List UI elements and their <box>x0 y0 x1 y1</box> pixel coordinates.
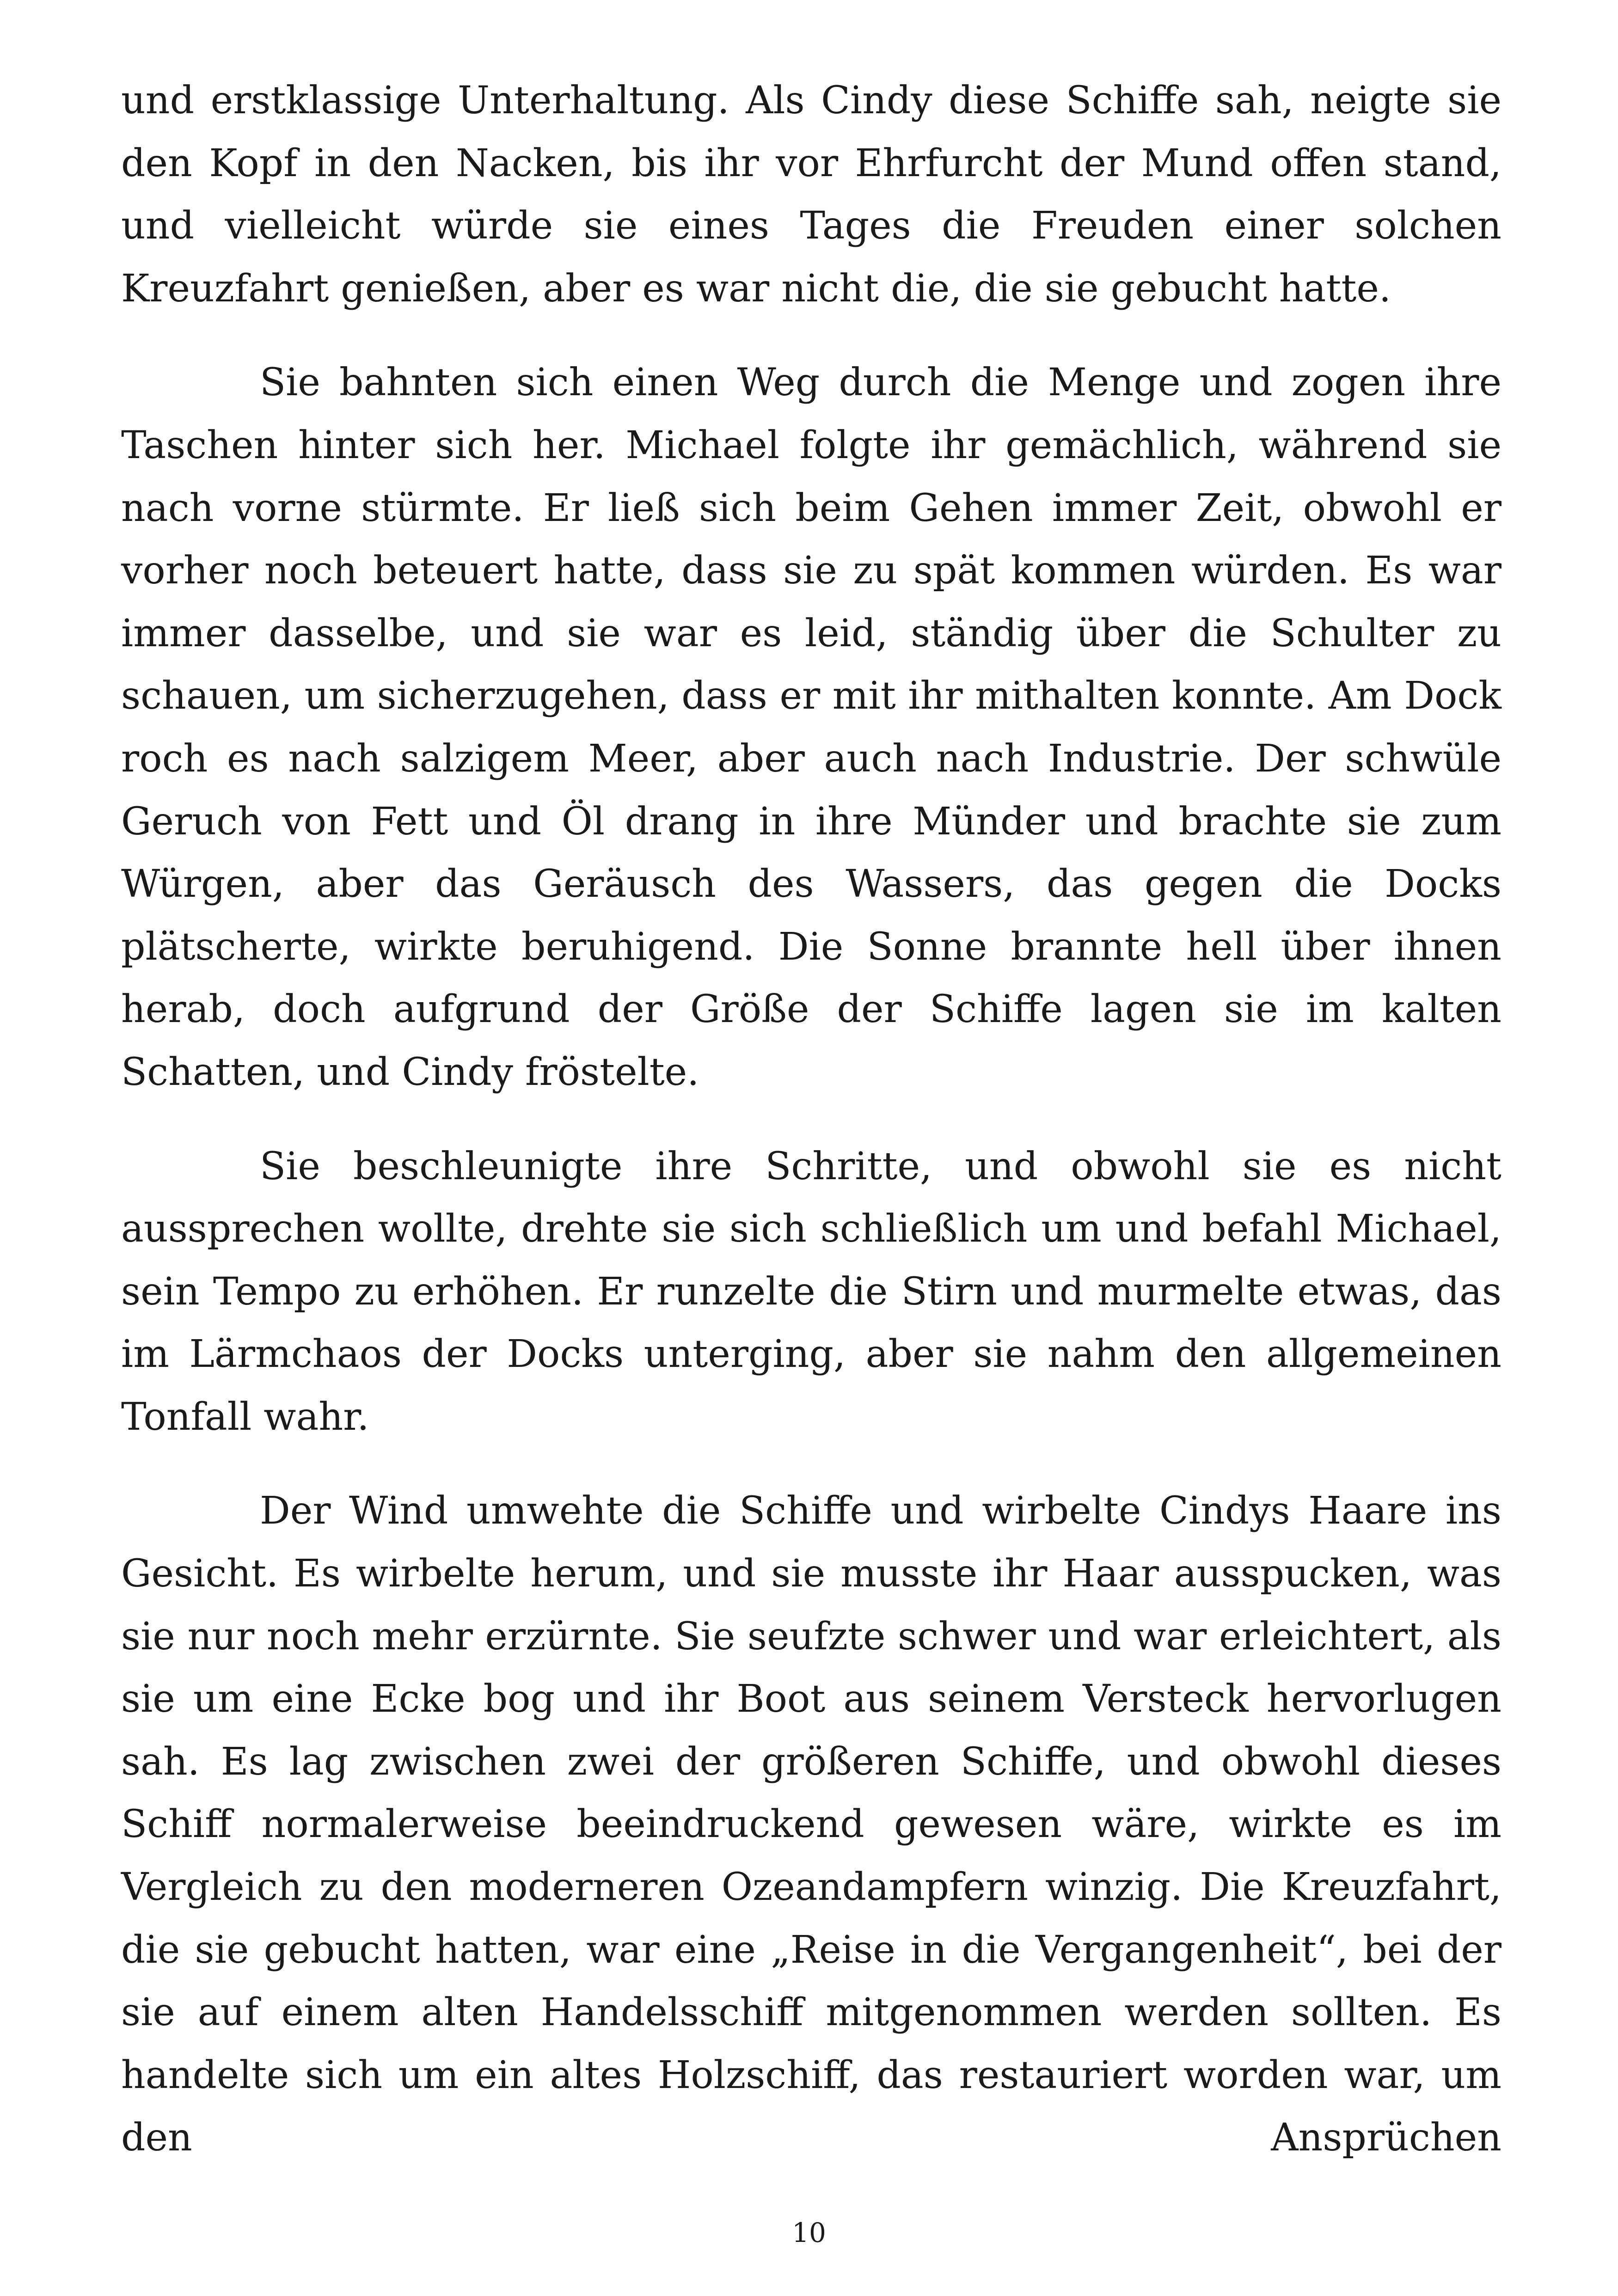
page-number: 10 <box>792 2217 826 2248</box>
paragraph-4: Der Wind umwehte die Schiffe und wirbelte Cindys Haare ins Gesicht. Es wirbelte herum, und sie musste ihr Haar ausspucken, was sie nur noch mehr erzürnte. Sie seufzte schwer und war erleichtert, als sie um eine Ecke bog und ihr Boot aus seinem Versteck hervorlugen sah. Es lag zwischen zwei der größeren Schiffe, und obwohl dieses Schiff normalerweise beeindruckend gewesen wäre, wirkte es im Vergleich zu den moderneren Ozeandampfern winzig. Die Kreuzfahrt, die sie gebucht hatten, war eine „Reise in die Vergangenheit“, bei der sie auf einem alten Handelsschiff mitgenommen werden sollten. Es handelte sich um ein altes Holzschiff, das restauriert worden war, um den Ansprüchen <box>121 1489 1502 2160</box>
paragraph-1: und erstklassige Unterhaltung. Als Cindy diese Schiffe sah, neigte sie den Kopf in den Nacken, bis ihr vor Ehrfurcht der Mund offen stand, und vielleicht würde sie eines Tages die Freuden einer solchen Kreuzfahrt genießen, aber es war nicht die, die sie gebucht hatte. <box>121 79 1502 311</box>
body-text <box>121 69 1502 2169</box>
paragraph-2: Sie bahnten sich einen Weg durch die Menge und zogen ihre Taschen hinter sich her. Michael folgte ihr gemächlich, während sie nach vorne stürmte. Er ließ sich beim Gehen immer Zeit, obwohl er vorher noch beteuert hatte, dass sie zu spät kommen würden. Es war immer dasselbe, und sie war es leid, ständig über die Schulter zu schauen, um sicherzugehen, dass er mit ihr mithalten konnte. Am Dock roch es nach salzigem Meer, aber auch nach Industrie. Der schwüle Geruch von Fett und Öl drang in ihre Münder und brachte sie zum Würgen, aber das Geräusch des Wassers, das gegen die Docks plätscherte, wirkte beruhigend. Die Sonne brannte hell über ihnen herab, doch aufgrund der Größe der Schiffe lagen sie im kalten Schatten, und Cindy fröstelte. <box>121 361 1502 1094</box>
paragraph-3: Sie beschleunigte ihre Schritte, und obwohl sie es nicht aussprechen wollte, drehte sie sich schließlich um und befahl Michael, sein Tempo zu erhöhen. Er runzelte die Stirn und murmelte etwas, das im Lärmchaos der Docks unterging, aber sie nahm den allgemeinen Tonfall wahr. <box>121 1144 1502 1439</box>
